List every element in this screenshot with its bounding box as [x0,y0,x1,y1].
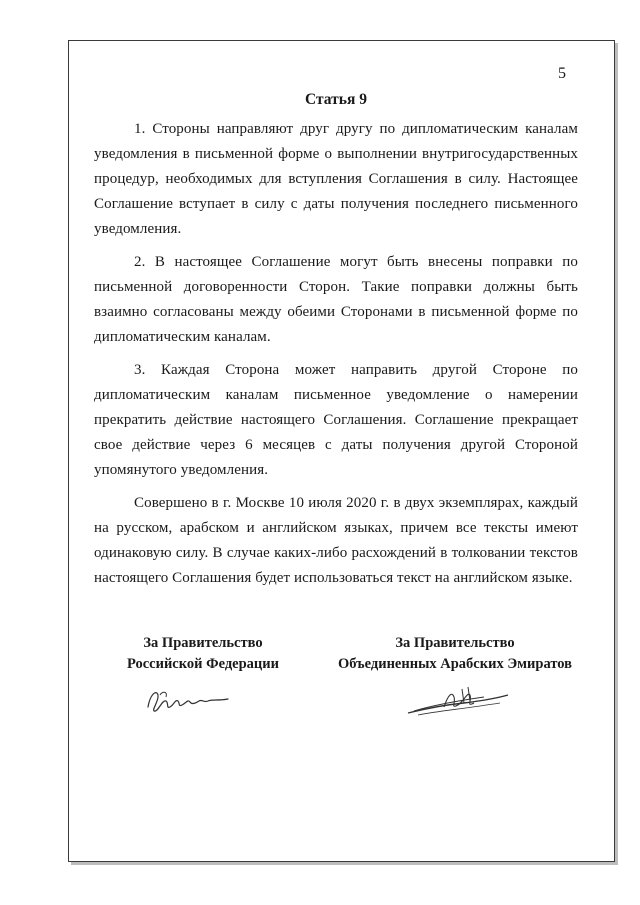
paragraph-1: 1. Стороны направляют друг другу по дипломатическим каналам уведомления в письменной форме о выполнении внутригосударственных процедур, необходимых для вступления Соглашения в силу. Настоящее Соглашение вступает в силу с даты получения последнего письменного уведомления. [94,121,578,237]
signatory-russia-line1: За Правительство [143,635,263,651]
paragraph-2: 2. В настоящее Соглашение могут быть внесены поправки по письменной договоренности Сторон. Такие поправки должны быть взаимно согласованы между обеими Сторонами в письменной форме по дипломатическим каналам. [94,254,578,345]
uae-signature-image [404,683,514,719]
signature-section [94,633,578,743]
signatory-uae-line1: За Правительство [395,635,515,651]
paragraph-3: 3. Каждая Сторона может направить другой Стороне по дипломатическим каналам письменное уведомление о намерении прекратить действие настоящего Соглашения. Соглашение прекращает свое действие через 6 месяцев с даты получения другой Стороной упомянутого уведомления. [94,362,578,478]
signatory-russia-line2: Российской Федерации [126,656,279,672]
signatory-uae-line2: Объединенных Арабских Эмиратов [338,656,572,672]
closing-paragraph: Совершено в г. Москве 10 июля 2020 г. в двух экземплярах, каждый на русском, арабском и английском языках, причем все тексты имеют одинаковую силу. В случае каких-либо расхождений в толковании текстов настоящего Соглашения будет использоваться текст на английском языке. [94,495,578,586]
article-title: Статья 9 [305,91,367,108]
russia-signature-image [142,685,234,715]
page-number: 5 [558,65,566,82]
signatory-uae [310,633,600,675]
article-body [94,91,578,599]
document-page [68,40,615,862]
signatory-russia [108,633,298,675]
